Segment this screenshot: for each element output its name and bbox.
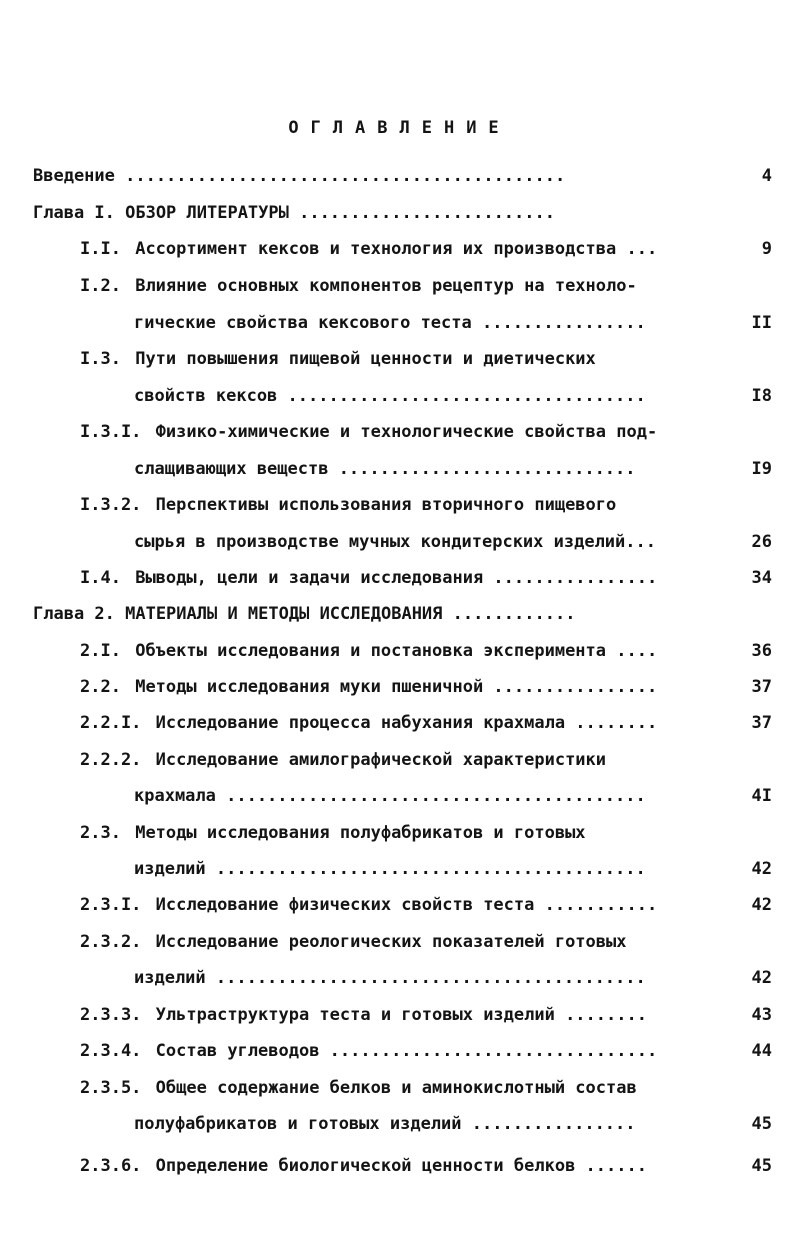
toc-page-number: I9 <box>751 459 772 479</box>
toc-page-number: 45 <box>751 1114 772 1134</box>
toc-entry-2-3-5 <box>80 1075 637 1101</box>
toc-entry-text: полуфабрикатов и готовых изделий ................ <box>134 1114 636 1134</box>
toc-page-number: 9 <box>761 239 772 259</box>
toc-entry-number: I.2. <box>80 276 121 296</box>
toc-entry-number: 2.3.2. <box>80 932 142 952</box>
toc-entry-continuation <box>134 1111 636 1137</box>
toc-entry-2-3 <box>80 820 586 846</box>
toc-entry-text: Физико-химические и технологические свойства под- <box>155 422 658 442</box>
toc-page-number: 42 <box>751 895 772 915</box>
toc-entry-2-2-1 <box>80 710 657 736</box>
toc-page-number: 34 <box>751 568 772 588</box>
toc-entry-number: 2.2.2. <box>80 750 142 770</box>
toc-page-number: I8 <box>751 386 772 406</box>
toc-entry-2-3-2 <box>80 929 626 955</box>
toc-entry-text: Исследование амилографической характеристики <box>155 750 607 770</box>
toc-entry-text: изделий .......................................... <box>134 968 646 988</box>
toc-entry-text: Состав углеводов ................................ <box>155 1041 658 1061</box>
toc-entry-continuation <box>134 383 646 409</box>
toc-page-number: 37 <box>751 713 772 733</box>
toc-entry-1-4 <box>80 565 657 591</box>
toc-entry-text: Ультраструктура теста и готовых изделий ........ <box>155 1005 647 1025</box>
toc-entry-text: Пути повышения пищевой ценности и диетических <box>135 349 596 369</box>
toc-entry-2-2 <box>80 674 657 700</box>
toc-entry-text: крахмала ......................................... <box>134 786 646 806</box>
toc-entry-chapter-1 <box>33 200 555 226</box>
toc-entry-continuation <box>134 310 646 336</box>
toc-entry-number: 2.3.6. <box>80 1156 142 1176</box>
toc-page-number: 37 <box>751 677 772 697</box>
toc-entry-number: 2.I. <box>80 641 121 661</box>
toc-entry-text: Исследование процесса набухания крахмала ........ <box>155 713 658 733</box>
toc-entry-text: гические свойства кексового теста ................ <box>134 313 646 333</box>
toc-entry-number: I.I. <box>80 239 121 259</box>
toc-entry-text: слащивающих веществ ............................. <box>134 459 636 479</box>
toc-entry-text: Общее содержание белков и аминокислотный состав <box>155 1078 637 1098</box>
toc-entry-2-3-1 <box>80 892 657 918</box>
toc-entry-text: Методы исследования полуфабрикатов и готовых <box>135 823 586 843</box>
toc-entry-text: Ассортимент кексов и технология их производства ... <box>135 239 658 259</box>
toc-entry-text: свойств кексов ................................... <box>134 386 646 406</box>
toc-entry-number: I.3.2. <box>80 495 142 515</box>
toc-page-number: 4I <box>751 786 772 806</box>
toc-entry-text: Влияние основных компонентов рецептур на техноло- <box>135 276 637 296</box>
toc-page-number: 45 <box>751 1156 772 1176</box>
toc-page-number: 42 <box>751 859 772 879</box>
toc-page-number: 36 <box>751 641 772 661</box>
toc-entry-number: 2.3. <box>80 823 121 843</box>
toc-entry-number: I.3.I. <box>80 422 142 442</box>
toc-entry-continuation <box>134 965 646 991</box>
toc-entry-continuation <box>134 456 636 482</box>
toc-entry-text: Глава I. ОБЗОР ЛИТЕРАТУРЫ ......................... <box>33 203 555 223</box>
toc-entry-2-3-6 <box>80 1153 647 1179</box>
toc-page-number: 42 <box>751 968 772 988</box>
toc-entry-1-3 <box>80 346 596 372</box>
toc-entry-number: 2.2. <box>80 677 121 697</box>
toc-entry-number: 2.3.5. <box>80 1078 142 1098</box>
toc-entry-2-2-2 <box>80 747 606 773</box>
toc-entry-number: 2.3.3. <box>80 1005 142 1025</box>
toc-entry-text: сырья в производстве мучных кондитерских изделий... <box>134 532 656 552</box>
page-title: ОГЛАВЛЕНИЕ <box>288 118 511 138</box>
toc-page-number: 43 <box>751 1005 772 1025</box>
toc-entry-text: Исследование физических свойств теста ........... <box>155 895 658 915</box>
toc-entry-number: I.4. <box>80 568 121 588</box>
toc-entry-introduction <box>33 163 565 189</box>
toc-entry-continuation <box>134 529 656 555</box>
toc-entry-1-3-2 <box>80 492 616 518</box>
toc-entry-number: 2.2.I. <box>80 713 142 733</box>
toc-entry-continuation <box>134 856 646 882</box>
toc-entry-text: Методы исследования муки пшеничной ................ <box>135 677 658 697</box>
toc-page-number: II <box>751 313 772 333</box>
toc-entry-number: I.3. <box>80 349 121 369</box>
toc-entry-number: 2.3.4. <box>80 1041 142 1061</box>
toc-entry-text: Введение ........................................... <box>33 166 566 186</box>
toc-entry-text: Исследование реологических показателей готовых <box>155 932 627 952</box>
toc-entry-text: Глава 2. МАТЕРИАЛЫ И МЕТОДЫ ИССЛЕДОВАНИЯ ............ <box>33 604 576 624</box>
toc-entry-text: Определение биологической ценности белков ...... <box>155 1156 647 1176</box>
toc-entry-1-2 <box>80 273 637 299</box>
toc-entry-chapter-2 <box>33 601 575 627</box>
toc-page-number: 44 <box>751 1041 772 1061</box>
toc-entry-2-1 <box>80 638 657 664</box>
toc-page-number: 4 <box>761 166 772 186</box>
toc-entry-number: 2.3.I. <box>80 895 142 915</box>
toc-entry-1-3-1 <box>80 419 657 445</box>
toc-entry-2-3-4 <box>80 1038 657 1064</box>
toc-entry-text: Объекты исследования и постановка эксперимента .... <box>135 641 658 661</box>
toc-entry-1-1 <box>80 236 657 262</box>
toc-page-number: 26 <box>751 532 772 552</box>
toc-entry-text: Выводы, цели и задачи исследования ................ <box>135 568 658 588</box>
toc-entry-text: изделий .......................................... <box>134 859 646 879</box>
toc-entry-text: Перспективы использования вторичного пищевого <box>155 495 617 515</box>
toc-entry-continuation <box>134 783 646 809</box>
toc-entry-2-3-3 <box>80 1002 647 1028</box>
